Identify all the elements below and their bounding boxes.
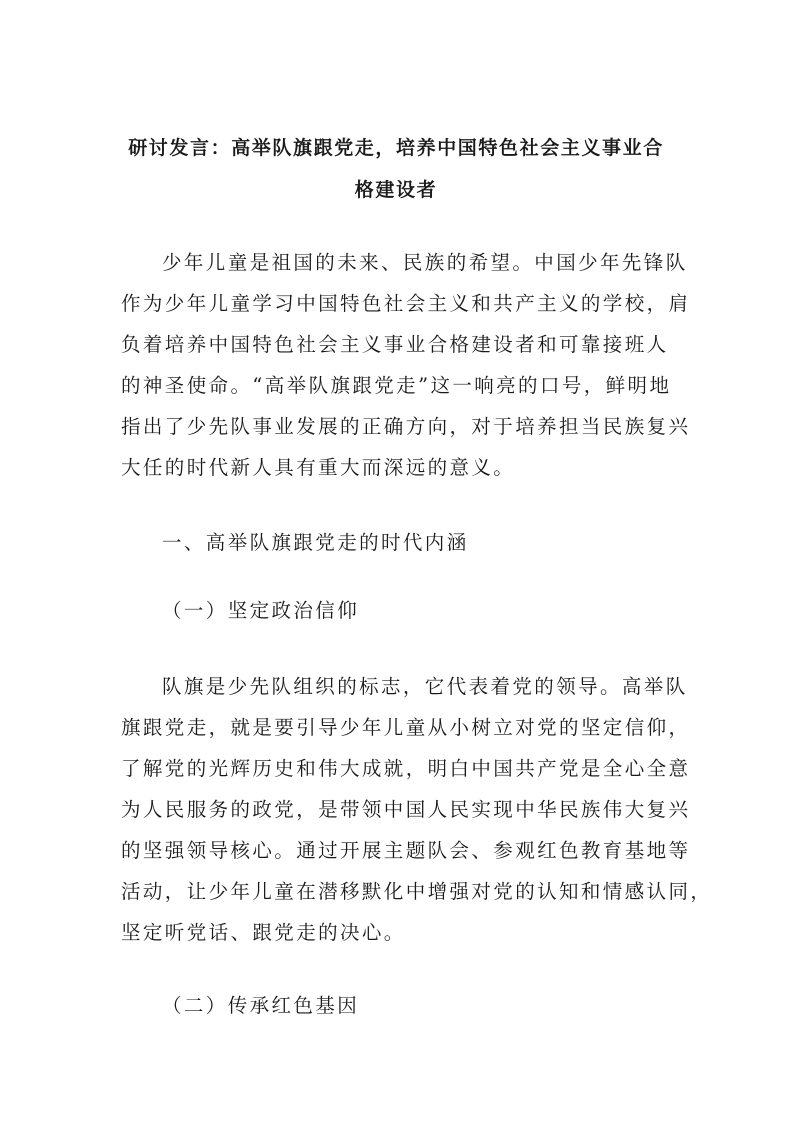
paragraph-2-line: 坚定听党话、跟党走的决心。 — [121, 921, 406, 944]
paragraph-1-line: 少年儿童是祖国的未来、民族的希望。中国少年先锋队 — [162, 251, 688, 274]
subsection-heading: （二）传承红色基因 — [162, 994, 360, 1017]
paragraph-1-line: 大任的时代新人具有重大而深远的意义。 — [121, 456, 516, 479]
paragraph-2-line: 为人民服务的政党，是带领中国人民实现中华民族伟大复兴 — [121, 798, 691, 821]
paragraph-1-line: 的神圣使命。“高举队旗跟党走”这一响亮的口号，鲜明地 — [121, 374, 672, 397]
paragraph-1-line: 指出了少先队事业发展的正确方向，对于培养担当民族复兴 — [121, 415, 691, 438]
subsection-heading: （一）坚定政治信仰 — [162, 599, 360, 622]
document-title-line-2: 格建设者 — [354, 179, 438, 201]
section-heading: 一、高举队旗跟党走的时代内涵 — [162, 531, 469, 554]
document-title-line-1: 研讨发言：高举队旗跟党走，培养中国特色社会主义事业合 — [128, 137, 664, 159]
paragraph-1-line: 负着培养中国特色社会主义事业合格建设者和可靠接班人 — [121, 333, 669, 356]
paragraph-2-line: 了解党的光辉历史和伟大成就，明白中国共产党是全心全意 — [121, 757, 691, 780]
paragraph-2-line: 旗跟党走，就是要引导少年儿童从小树立对党的坚定信仰， — [121, 716, 691, 739]
paragraph-2-line: 的坚强领导核心。通过开展主题队会、参观红色教育基地等 — [121, 839, 691, 862]
paragraph-2-line: 队旗是少先队组织的标志，它代表着党的领导。高举队 — [162, 675, 688, 698]
paragraph-2-line: 活动，让少年儿童在潜移默化中增强对党的认知和情感认同， — [121, 880, 713, 903]
paragraph-1-line: 作为少年儿童学习中国特色社会主义和共产主义的学校，肩 — [121, 292, 691, 315]
